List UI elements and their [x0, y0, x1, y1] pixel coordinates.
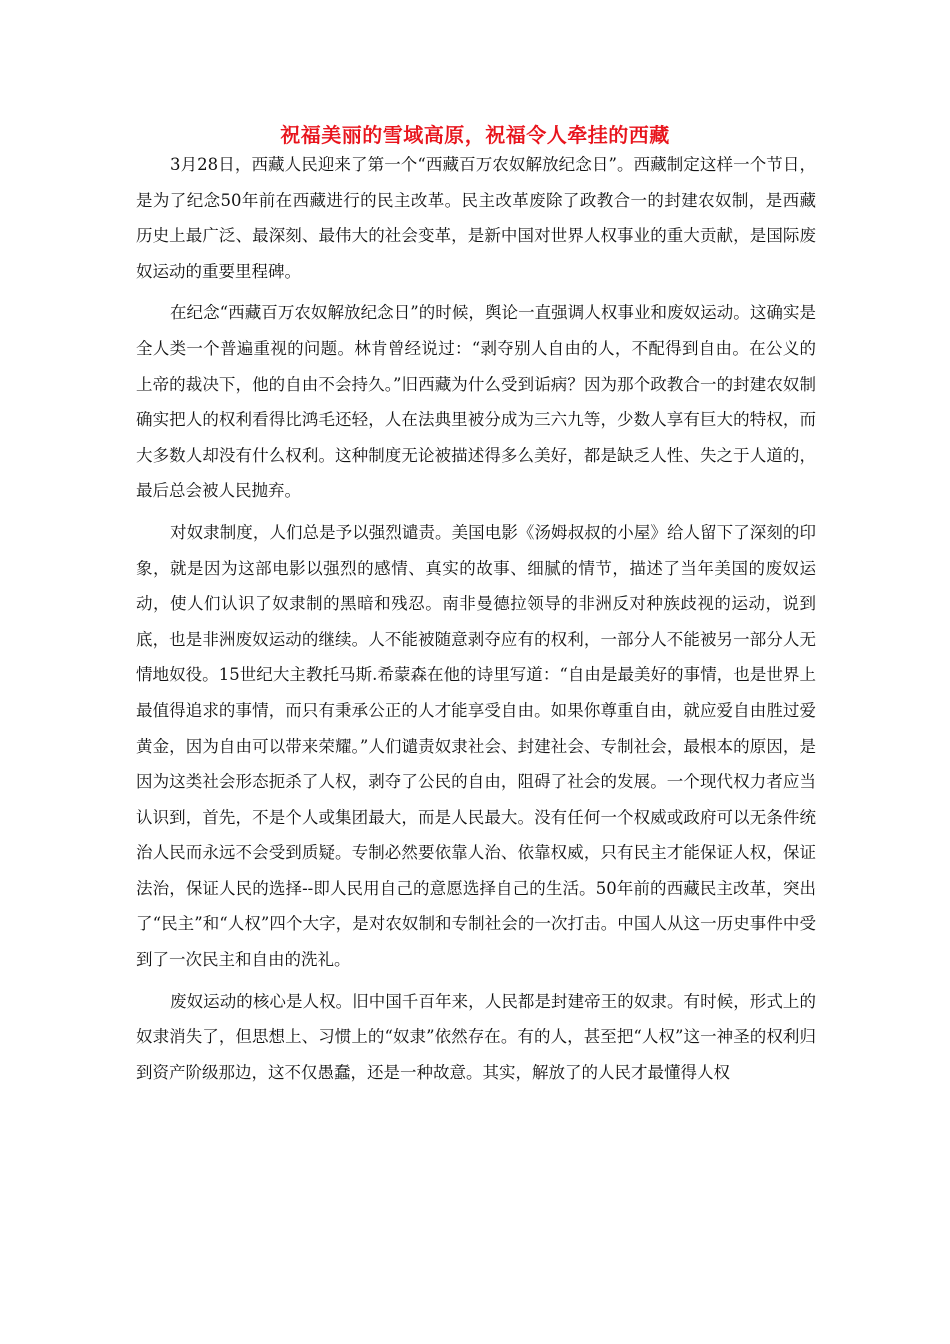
paragraph-1: 3月28日，西藏人民迎来了第一个“西藏百万农奴解放纪念日”。西藏制定这样一个节日，是为了纪念50年前在西藏进行的民主改革。民主改革废除了政教合一的封建农奴制，是西藏历史上最广泛、最深刻、最伟大的社会变革，是新中国对世界人权事业的重大贡献，是国际废奴运动的重要里程碑。 — [136, 155, 816, 281]
document-body — [136, 147, 816, 1096]
paragraph-3: 对奴隶制度，人们总是予以强烈谴责。美国电影《汤姆叔叔的小屋》给人留下了深刻的印象，就是因为这部电影以强烈的感情、真实的故事、细腻的情节，描述了当年美国的废奴运动，使人们认识了奴隶制的黑暗和残忍。南非曼德拉领导的非洲反对种族歧视的运动，说到底，也是非洲废奴运动的继续。人不能被随意剥夺应有的权利，一部分人不能被另一部分人无情地奴役。15世纪大主教托马斯.希蒙森在他的诗里写道：“自由是最美好的事情，也是世界上最值得追求的事情，而只有秉承公正的人才能享受自由。如果你尊重自由，就应爱自由胜过爱黄金，因为自由可以带来荣耀。”人们谴责奴隶社会、封建社会、专制社会，最根本的原因，是因为这类社会形态扼杀了人权，剥夺了公民的自由，阻碍了社会的发展。一个现代权力者应当认识到，首先，不是个人或集团最大，而是人民最大。没有任何一个权威或政府可以无条件统治人民而永远不会受到质疑。专制必然要依靠人治、依靠权威，只有民主才能保证人权，保证法治，保证人民的选择--即人民用自己的意愿选择自己的生活。50年前的西藏民主改革，突出了“民主”和“人权”四个大字，是对农奴制和专制社会的一次打击。中国人从这一历史事件中受到了一次民主和自由的洗礼。 — [136, 522, 816, 970]
paragraph-2: 在纪念“西藏百万农奴解放纪念日”的时候，舆论一直强调人权事业和废奴运动。这确实是全人类一个普遍重视的问题。林肯曾经说过：“剥夺别人自由的人，不配得到自由。在公义的上帝的裁决下，他的自由不会持久。”旧西藏为什么受到诟病？因为那个政教合一的封建农奴制确实把人的权利看得比鸿毛还轻，人在法典里被分成为三六九等，少数人享有巨大的特权，而大多数人却没有什么权利。这种制度无论被描述得多么美好，都是缺乏人性、失之于人道的，最后总会被人民抛弃。 — [136, 303, 816, 501]
paragraph-4: 废奴运动的核心是人权。旧中国千百年来，人民都是封建帝王的奴隶。有时候，形式上的奴隶消失了，但思想上、习惯上的“奴隶”依然存在。有的人，甚至把“人权”这一神圣的权利归到资产阶级那边，这不仅愚蠢，还是一种故意。其实，解放了的人民才最懂得人权 — [136, 991, 816, 1082]
document-title: 祝福美丽的雪域高原，祝福令人牵挂的西藏 — [280, 123, 670, 147]
